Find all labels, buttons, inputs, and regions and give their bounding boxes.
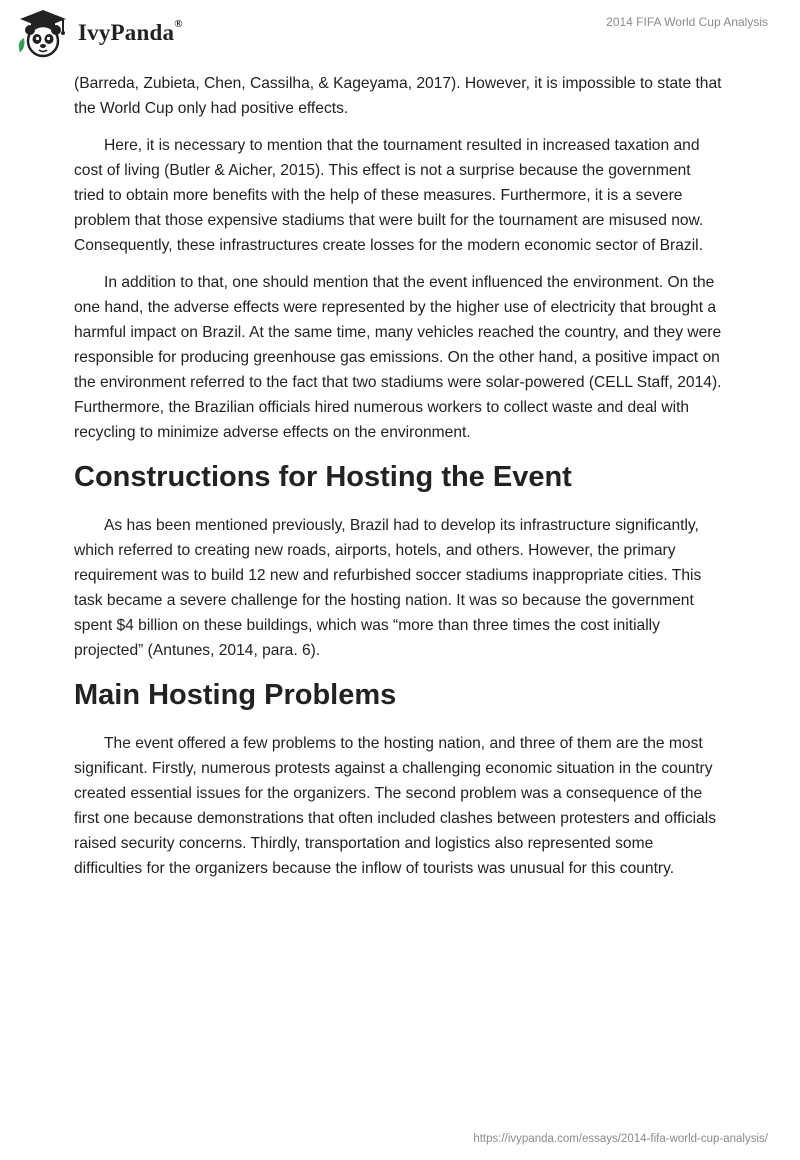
document-title: 2014 FIFA World Cup Analysis	[606, 15, 768, 29]
paragraph-environment: In addition to that, one should mention that the event influenced the environment. On the one hand, the adverse effects were represented by the higher use of electricity that brought a harmful impact on Brazil. At the same time, many vehicles reached the country, and they were responsible for producing greenhouse gas emissions. On the other hand, a positive impact on the environment referred to the fact that two stadiums were solar-powered (CELL Staff, 2014). Furthermore, the Brazilian officials hired numerous workers to collect waste and deal with recycling to minimize adverse effects on the environment.	[74, 274, 722, 441]
ivypanda-logo-icon[interactable]	[14, 8, 72, 60]
article-body	[74, 71, 724, 893]
heading-main-problems: Main Hosting Problems	[74, 679, 397, 711]
paragraph-infrastructure: As has been mentioned previously, Brazil had to develop its infrastructure significantly, which referred to creating new roads, airports, hotels, and others. However, the primary requirement was to build 12 new and refurbished soccer stadiums inappropriate cities. This task became a severe challenge for the hosting nation. It was so because the government spent $4 billion on these buildings, which was “more than three times the cost initially projected” (Antunes, 2014, para. 6).	[74, 517, 702, 659]
page-header	[0, 0, 800, 70]
paragraph-problems: The event offered a few problems to the hosting nation, and three of them are the most significant. Firstly, numerous protests against a challenging economic situation in the country created essential issues for the organizers. The second problem was a consequence of the first one because demonstrations that often included clashes between protesters and officials raised security concerns. Thirdly, transportation and logistics also represented some difficulties for the organizers because the inflow of tourists was unusual for this country.	[74, 735, 717, 877]
heading-constructions: Constructions for Hosting the Event	[74, 461, 572, 493]
brand-name[interactable]: IvyPanda®	[78, 18, 183, 45]
source-url-link[interactable]: https://ivypanda.com/essays/2014-fifa-world-cup-analysis/	[473, 1133, 768, 1145]
paragraph-continuation: (Barreda, Zubieta, Chen, Cassilha, & Kageyama, 2017). However, it is impossible to state that the World Cup only had positive effects.	[74, 75, 722, 117]
paragraph-taxation: Here, it is necessary to mention that the tournament resulted in increased taxation and cost of living (Butler & Aicher, 2015). This effect is not a surprise because the government tried to obtain more benefits with the help of these measures. Furthermore, it is a severe problem that those expensive stadiums that were built for the tournament are misused now. Consequently, these infrastructures create losses for the modern economic sector of Brazil.	[74, 137, 704, 254]
